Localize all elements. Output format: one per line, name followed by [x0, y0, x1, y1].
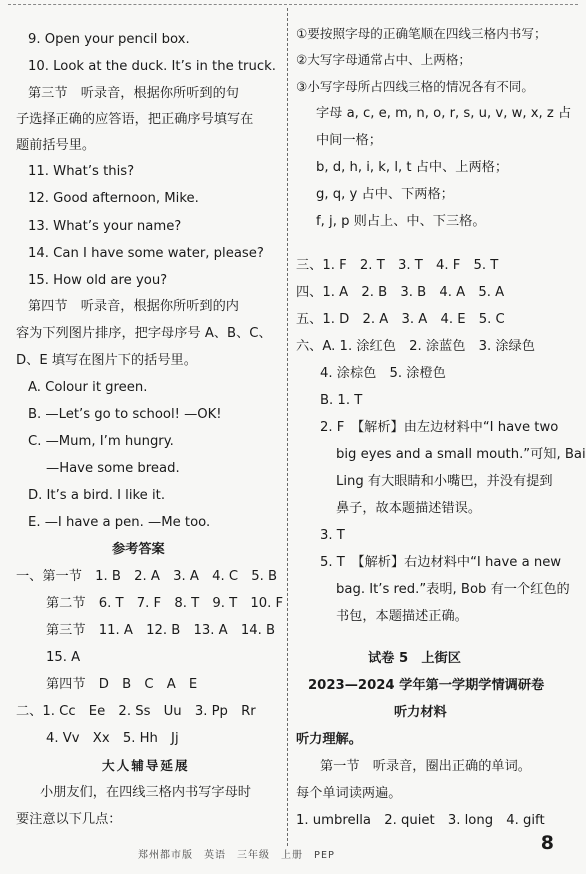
text-line: g, q, y 占中、下两格；: [316, 187, 454, 202]
answer-line: 5. T 【解析】右边材料中“I have a new: [320, 555, 562, 570]
answer-line: 15. A: [46, 650, 81, 665]
option-item: E. —I have a pen. —Me too.: [28, 515, 211, 530]
exam-title: 试卷 5 上街区: [368, 651, 461, 666]
question-item: 12. Good afternoon, Mike.: [28, 191, 199, 206]
answer-line: 4. 涂棕色 5. 涂橙色: [320, 366, 446, 381]
text-line: 9. Open your pencil box.: [28, 32, 190, 47]
answer-line: 三、1. F 2. T 3. T 4. F 5. T: [296, 258, 499, 273]
option-item: D. It’s a bird. I like it.: [28, 488, 166, 503]
section-heading: 第三节 听录音，根据你所听到的句: [28, 86, 239, 101]
answer-line: 五、1. D 2. A 3. A 4. E 5. C: [296, 312, 505, 327]
text-line: 字母 a, c, e, m, n, o, r, s, u, v, w, x, z 占: [316, 106, 572, 121]
text-line: big eyes and a small mouth.”可知, Bai: [336, 447, 586, 462]
text-line: f, j, p 则占上、中、下三格。: [316, 214, 486, 229]
option-item: —Have some bread.: [46, 461, 180, 476]
exam-subtitle: 2023—2024 学年第一学期学情调研卷: [308, 678, 545, 693]
answer-line: 2. F 【解析】由左边材料中“I have two: [320, 420, 559, 435]
text-line: b, d, h, i, k, l, t 占中、上两格；: [316, 160, 509, 175]
footer-label: 郑州都市版 英语 三年级 上册 PEP: [138, 850, 336, 861]
part-heading: 听力理解。: [296, 732, 362, 747]
text-line: 容为下列图片排序，把字母序号 A、B、C、: [16, 326, 272, 341]
page-number: 8: [540, 832, 554, 854]
section-heading: 第四节 听录音，根据你所听到的内: [28, 299, 239, 314]
word-list: 1. umbrella 2. quiet 3. long 4. gift: [296, 813, 545, 828]
answers-heading: 参考答案: [112, 542, 165, 557]
column-divider: [287, 8, 288, 846]
answer-line: 4. Vv Xx 5. Hh Jj: [46, 731, 179, 746]
text-line: bag. It’s red.”表明, Bob 有一个红色的: [336, 582, 570, 597]
text-line: ②大写字母通常占中、上两格；: [296, 52, 472, 67]
answer-line: 第二节 6. T 7. F 8. T 9. T 10. F: [46, 596, 284, 611]
answer-line: 3. T: [320, 528, 345, 543]
text-line: 鼻子，故本题描述错误。: [336, 501, 482, 516]
text-line: ③小写字母所占四线三格的情况各有不同。: [296, 79, 534, 94]
text-line: 书包，本题描述正确。: [336, 609, 468, 624]
option-item: A. Colour it green.: [28, 380, 148, 395]
answer-line: 第四节 D B C A E: [46, 677, 198, 692]
answer-line: 四、1. A 2. B 3. B 4. A 5. A: [296, 285, 505, 300]
text-line: Ling 有大眼睛和小嘴巴，并没有提到: [336, 474, 553, 489]
text-line: 子选择正确的应答语，把正确序号填写在: [16, 112, 254, 127]
answer-line: 第三节 11. A 12. B 13. A 14. B: [46, 623, 276, 638]
text-line: 10. Look at the duck. It’s in the truck.: [28, 59, 276, 74]
text-line: ①要按照字母的正确笔顺在四线三格内书写；: [296, 26, 547, 41]
parent-guide-heading: 大人辅导延展: [102, 758, 190, 773]
text-line: 小朋友们，在四线三格内书写字母时: [40, 785, 251, 800]
section-title: 听力材料: [394, 705, 447, 720]
section-heading: 第一节 听录音，圈出正确的单词。: [320, 759, 531, 774]
text-line: D、E 填写在图片下的括号里。: [16, 353, 197, 368]
text-line: 中间一格；: [316, 133, 382, 148]
question-item: 14. Can I have some water, please?: [28, 246, 264, 261]
text-line: 题前括号里。: [16, 138, 96, 153]
answer-line: 一、第一节 1. B 2. A 3. A 4. C 5. B: [16, 569, 278, 584]
answer-line: 二、1. Cc Ee 2. Ss Uu 3. Pp Rr: [16, 704, 256, 719]
question-item: 11. What’s this?: [28, 164, 135, 179]
question-item: 13. What’s your name?: [28, 219, 182, 234]
text-line: 每个单词读两遍。: [296, 786, 402, 801]
option-item: C. —Mum, I’m hungry.: [28, 434, 174, 449]
top-dashed-rule: [8, 4, 578, 5]
option-item: B. —Let’s go to school! —OK!: [28, 407, 222, 422]
answer-line: 六、A. 1. 涂红色 2. 涂蓝色 3. 涂绿色: [296, 339, 535, 354]
text-line: 要注意以下几点：: [16, 812, 122, 827]
answer-line: B. 1. T: [320, 393, 363, 408]
question-item: 15. How old are you?: [28, 273, 168, 288]
